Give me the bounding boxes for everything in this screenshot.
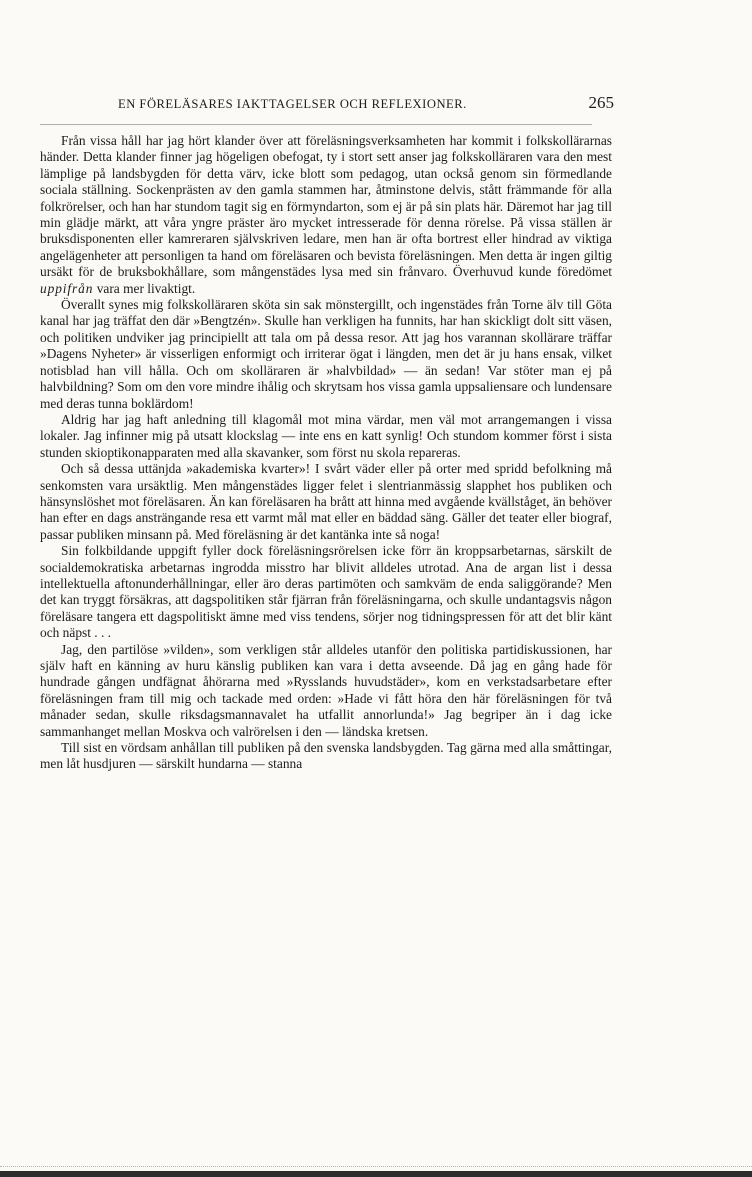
scan-edge-dots xyxy=(0,1166,752,1167)
scan-edge xyxy=(0,1171,752,1177)
paragraph-1-text: Från vissa håll har jag hört klander över att föreläsningsverksamheten har kommit i folkskollärarnas händer. Detta klander finner jag högeligen obefogat, ty i stort sett anser jag folkskolläraren vara den mest lämplige på landsbygden för detta värv, icke blott som pedagog, utan också genom sin förmedlande sociala ställning. Sockenprästen av den gamla stammen har, åtminstone delvis, stått främmande för alla folkrörelser, och han har stundom tagit sig en förmyndarton, som ej är på sin plats här. Däremot har jag till min glädje märkt, att våra yngre präster äro mycket intresserade för denna rörelse. På vissa ställen är bruksdisponenten eller kamreraren självskriven ledare, men han är ofta bortrest eller hindrad av viktiga angelägenheter att personligen ta hand om föreläsaren och bevista föreläsningen. Men detta är ingen giltig ursäkt för de bruksbokhållare, som mångenstädes lysa med sin frånvaro. Överhuvud kunde föredömet xyxy=(40,133,612,280)
emphasized-word: uppifrån xyxy=(40,280,94,296)
paragraph-1-end: vara mer livaktigt. xyxy=(93,280,196,296)
page-number: 265 xyxy=(588,93,614,112)
paragraph-7: Till sist en vördsam anhållan till publiken på den svenska landsbygden. Tag gärna med alla småttingar, men låt husdjuren — särskilt hundarna — stanna xyxy=(40,740,612,772)
paragraph-3: Aldrig har jag haft anledning till klagomål mot mina värdar, men väl mot arrangemangen i vissa lokaler. Jag infinner mig på utsatt klockslag — inte ens en katt synlig! Och stundom kommer först i sista stunden skioptikonapparaten med alla skavanker, som först nu skola repareras. xyxy=(40,411,612,460)
paragraph-2: Överallt synes mig folkskolläraren sköta sin sak mönstergillt, och ingenstädes från Torne älv till Göta kanal har jag träffat den där »Bengtzén». Skulle han verkligen ha funnits, har han skickligt dolt sitt väsen, och politiken undviker jag principiellt att tala om på dessa resor. Att jag hos varannan skollärare träffar »Dagens Nyheter» är visserligen enformigt och irriterar ögat i längden, men det är ju hans ensak, vilket notisblad han vill hålla. Och om skolläraren är »halvbildad» — än sedan! Var stöter man ej på halvbildning? Som om den vore mindre ihålig och skrytsam hos vissa gamla uppsaliensare och lundensare med deras tunna boklärdom! xyxy=(40,297,612,411)
header-rule xyxy=(40,124,592,125)
running-head: EN FÖRELÄSARES IAKTTAGELSER OCH REFLEXIONER. xyxy=(118,97,467,111)
page-header xyxy=(118,95,614,119)
paragraph-4: Och så dessa uttänjda »akademiska kvarter»! I svårt väder eller på orter med spridd befolkning må senkomsten vara ursäktlig. Men mångenstädes ligger felet i slentrianmässig slapphet hos publiken och hänsynslöshet mot föreläsaren. Än kan föreläsaren ha brått att hinna med avgående kvällståget, än behöver han efter en dags ansträngande resa ett varmt mål mat eller en bäddad säng. Gäller det teater eller biograf, passar publiken minsann på. Med föreläsning är det kantänka inte så noga! xyxy=(40,461,612,542)
paragraph-5: Sin folkbildande uppgift fyller dock föreläsningsrörelsen icke förr än kroppsarbetarnas, särskilt de socialdemokratiska arbetarnas ingrodda misstro har blivit alldeles utrotad. Ana de argan list i dessa intellektuella aftonunderhållningar, eller äro deras partimöten och samkväm de enda saliggörande? Men det kan tryggt försäkras, att dagspolitiken står fjärran från föreläsningarna, och skulle undantagsvis någon föreläsare tangera ett dagspolitiskt ämne med viss tendens, sörjer nog tidningspressen för att det blir känt och näpst . . . xyxy=(40,543,612,641)
body-text xyxy=(40,133,612,773)
paragraph-6: Jag, den partilöse »vilden», som verkligen står alldeles utanför den politiska partidiskussionen, har själv haft en känning av huru känslig publiken kan vara i detta avseende. Då jag en gång hade för hundrade gången undfägnat åhörarna med »Rysslands huvudstäder», kom en verkstadsarbetare efter föreläsningen fram till mig och tackade med orden: »Hade vi fått höra den här föreläsningen för två månader sedan, skulle riksdagsmannavalet ha utfallit annorlunda!» Jag begriper än i dag icke sammanhanget mellan Moskva och valrörelsen i den — ländska kretsen. xyxy=(40,641,612,739)
paragraph-1 xyxy=(40,133,612,297)
